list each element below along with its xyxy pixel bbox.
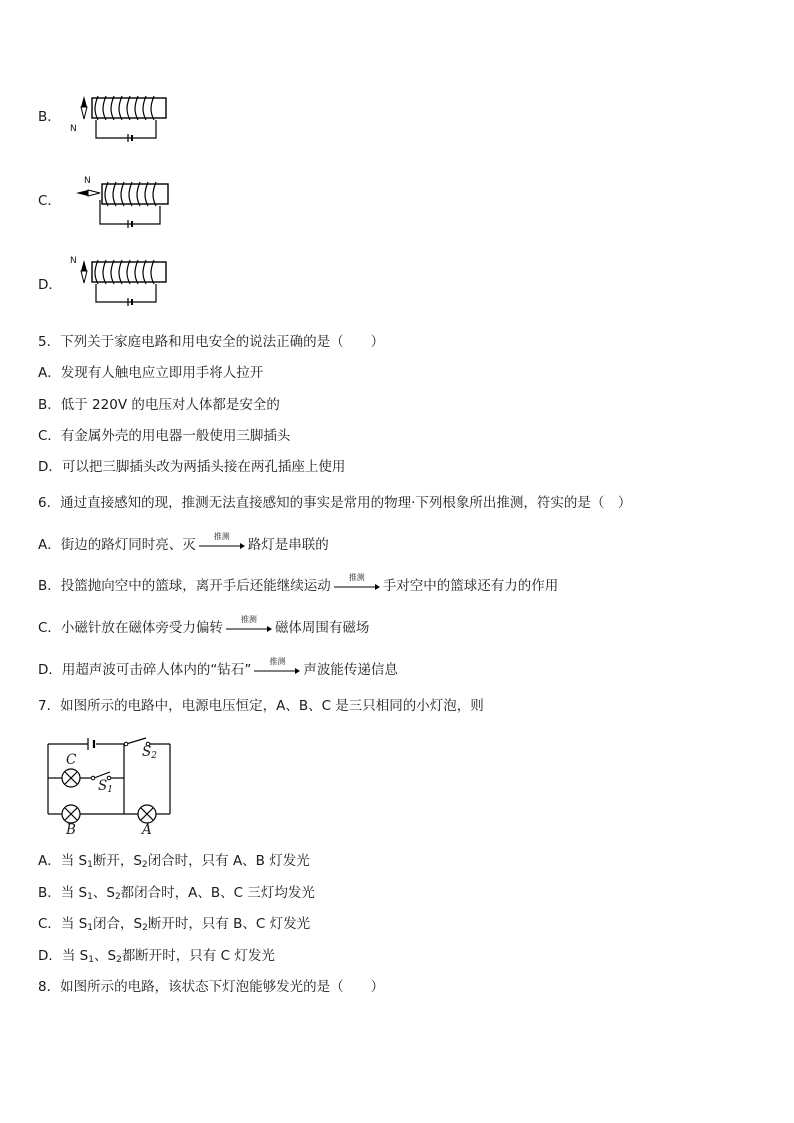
infer-arrow-label: 推测 <box>269 657 286 666</box>
lamp-c-icon <box>62 769 80 787</box>
lamp-a-icon <box>138 805 156 823</box>
lamp-b-icon <box>62 805 80 823</box>
option-c-figure <box>70 178 180 234</box>
option-b-n-label: N <box>70 124 77 134</box>
q6-option-c-premise: C．小磁针放在磁体旁受力偏转 <box>38 620 223 636</box>
q5-option-b: B．低于 220V 的电压对人体都是安全的 <box>38 397 280 413</box>
option-b-figure <box>70 92 180 148</box>
lamp-b-label: B <box>66 822 76 838</box>
q6-option-d-conclusion: 声波能传递信息 <box>303 662 398 678</box>
q7-stem: 7．如图所示的电路中，电源电压恒定，A、B、C 是三只相同的小灯泡，则 <box>38 698 484 714</box>
q5-option-a: A．发现有人触电应立即用手将人拉开 <box>38 365 264 381</box>
q7-option-b: B．当 $S_1$、$S_2$都闭合时，A、B、C 三灯均发光 <box>38 885 315 902</box>
infer-arrow-label: 推测 <box>240 615 257 624</box>
compass-needle-icon <box>81 260 87 283</box>
option-c-label: C． <box>38 193 61 209</box>
infer-arrow <box>334 573 380 595</box>
q6-option-c <box>38 615 370 637</box>
option-d-n-label: N <box>70 256 77 266</box>
q6-option-a-conclusion: 路灯是串联的 <box>247 537 329 553</box>
q5-option-c: C．有金属外壳的用电器一般使用三脚插头 <box>38 428 291 444</box>
q6-option-b <box>38 573 559 595</box>
q7-circuit-figure <box>40 730 180 840</box>
q6-option-d-premise: D．用超声波可击碎人体内的“钻石” <box>38 662 252 678</box>
switch-s2-label: $S_2$ <box>142 744 157 761</box>
option-d-figure <box>70 256 180 312</box>
switch-s1-label: $S_1$ <box>98 778 113 795</box>
q6-stem: 6．通过直接感知的现，推测无法直接感知的事实是常用的物理·下列根象所出推测，符实的是（ ） <box>38 495 632 511</box>
option-c-n-label: N <box>84 176 91 186</box>
q6-option-d <box>38 657 398 679</box>
infer-arrow <box>226 615 272 637</box>
infer-arrow <box>199 532 245 554</box>
infer-arrow <box>254 657 300 679</box>
q6-option-a <box>38 532 329 554</box>
q8-stem: 8．如图所示的电路，该状态下灯泡能够发光的是（ ） <box>38 979 385 995</box>
q6-option-c-conclusion: 磁体周围有磁场 <box>274 620 370 636</box>
q7-option-a: A．当 $S_1$断开，$S_2$闭合时，只有 A、B 灯发光 <box>38 853 310 870</box>
q7-option-d: D．当 $S_1$、$S_2$都断开时，只有 C 灯发光 <box>38 948 275 965</box>
q6-option-a-premise: A．街边的路灯同时亮、灭 <box>38 537 196 553</box>
infer-arrow-label: 推测 <box>348 573 365 582</box>
q6-option-b-premise: B．投篮抛向空中的篮球，离开手后还能继续运动 <box>38 578 331 594</box>
lamp-a-label: A <box>142 822 152 838</box>
q6-option-b-conclusion: 手对空中的篮球还有力的作用 <box>382 578 559 594</box>
lamp-c-label: C <box>66 752 77 768</box>
compass-needle-icon <box>81 96 87 119</box>
option-b-label: B． <box>38 109 61 125</box>
infer-arrow-label: 推测 <box>213 532 230 541</box>
q5-option-d: D．可以把三脚插头改为两插头接在两孔插座上使用 <box>38 459 346 475</box>
option-d-label: D． <box>38 277 62 293</box>
q7-option-c: C．当 $S_1$闭合，$S_2$断开时，只有 B、C 灯发光 <box>38 916 311 933</box>
q5-stem: 5．下列关于家庭电路和用电安全的说法正确的是（ ） <box>38 334 385 350</box>
compass-needle-icon <box>76 190 100 196</box>
